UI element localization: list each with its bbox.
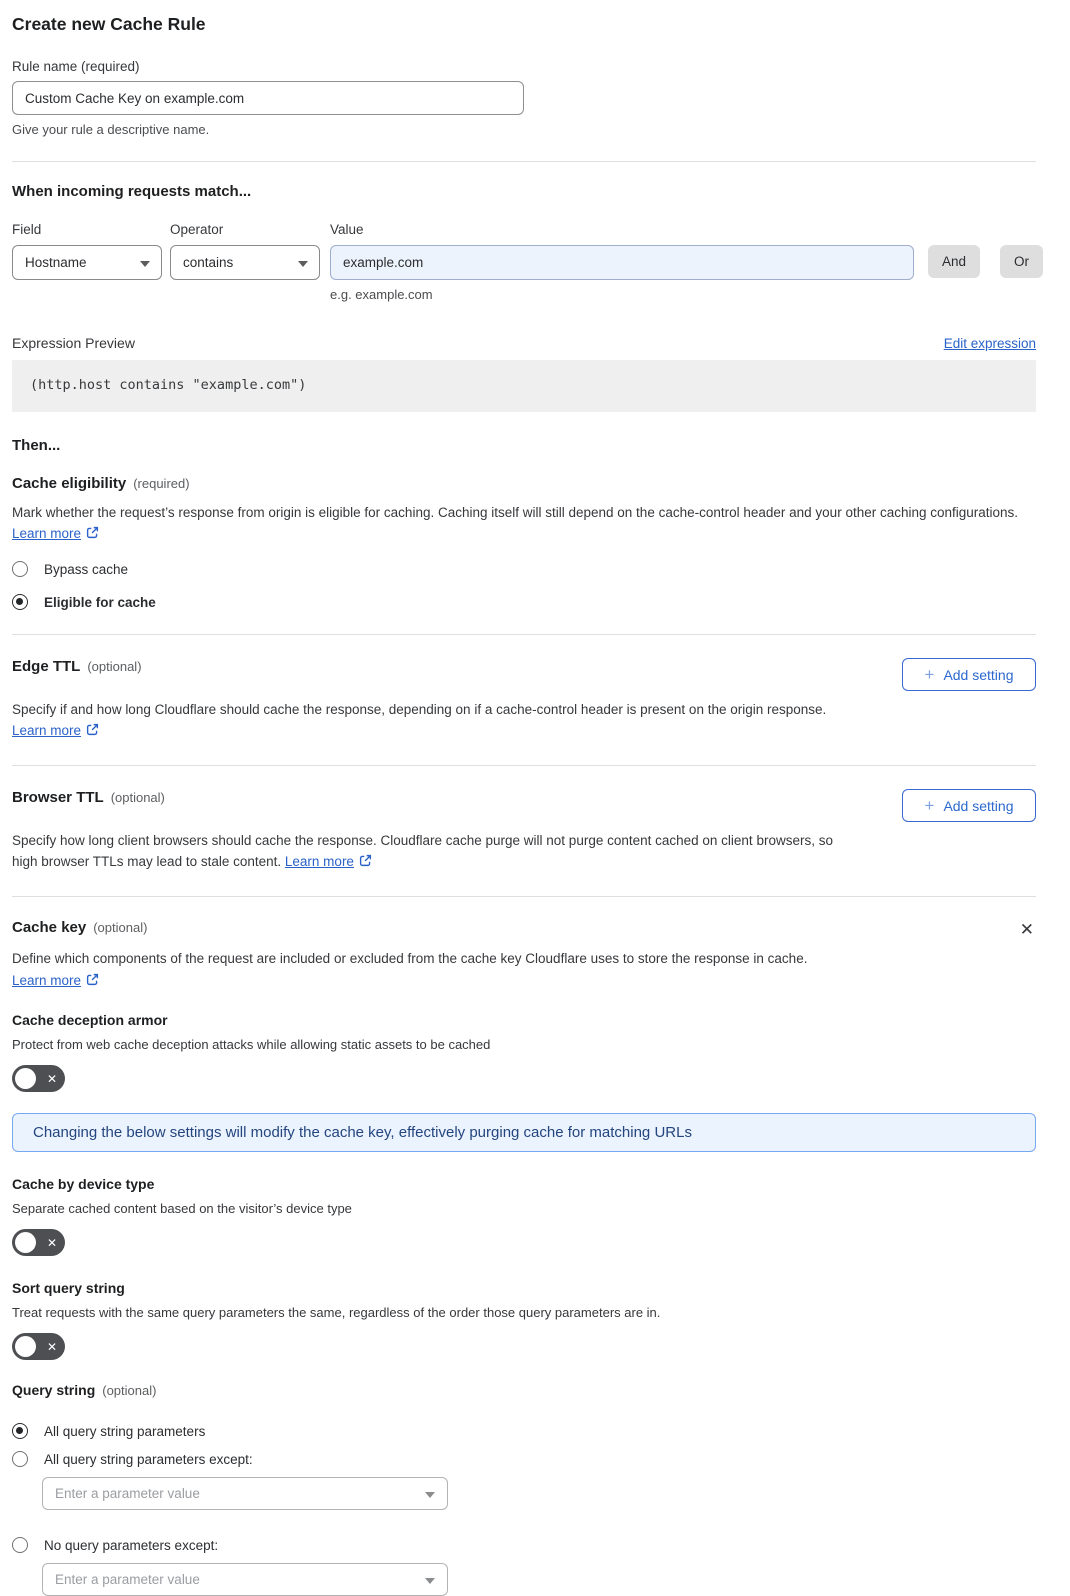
add-setting-label: Add setting: [943, 797, 1014, 814]
external-link-icon: [86, 526, 99, 539]
and-button[interactable]: And: [928, 245, 980, 278]
cache-deception-armor-title: Cache deception armor: [12, 1012, 168, 1028]
no-query-parameter-combobox[interactable]: [42, 1563, 448, 1596]
query-string-title: Query string: [12, 1382, 96, 1398]
expression-code: (http.host contains "example.com"): [12, 360, 1036, 412]
edge-ttl-qualifier: (optional): [87, 659, 142, 674]
parameter-placeholder: Enter a parameter value: [55, 1572, 200, 1587]
divider: [12, 634, 1036, 635]
radio-unselected-icon: [12, 1537, 28, 1553]
chevron-down-icon: [298, 261, 308, 267]
close-icon[interactable]: ✕: [1019, 920, 1034, 939]
value-label: Value: [330, 222, 364, 237]
cache-key-qualifier: (optional): [93, 920, 148, 935]
cache-by-device-type-description: Separate cached content based on the visitor’s device type: [12, 1201, 352, 1216]
toggle-knob: [15, 1068, 36, 1089]
learn-more-link[interactable]: Learn more: [12, 723, 82, 738]
cache-key-warning-banner: [12, 1113, 1036, 1152]
browser-ttl-qualifier: (optional): [110, 790, 165, 805]
query-string-header: [12, 1382, 1036, 1398]
radio-selected-icon: [12, 594, 28, 610]
toggle-off-x-icon: ✕: [46, 1235, 57, 1250]
chevron-down-icon: [140, 261, 150, 267]
cache-eligibility-title: Cache eligibility: [12, 475, 127, 492]
value-input[interactable]: [330, 245, 914, 280]
rule-name-label: Rule name (required): [12, 59, 140, 74]
operator-column: [170, 222, 320, 280]
cache-deception-armor-description: Protect from web cache deception attacks while allowing static assets to be cached: [12, 1037, 491, 1052]
all-query-string-parameters-except-option[interactable]: [12, 1451, 1036, 1467]
chevron-down-icon: [425, 1492, 435, 1498]
radio-selected-icon: [12, 1423, 28, 1439]
toggle-knob: [15, 1336, 36, 1357]
cache-key-description: Define which components of the request are included or excluded from the cache key Cloudflare uses to store the response in cache.: [12, 951, 808, 966]
all-query-string-parameters-label: All query string parameters: [44, 1423, 206, 1439]
learn-more-link[interactable]: Learn more: [284, 854, 354, 869]
field-column: [12, 222, 162, 280]
query-string-qualifier: (optional): [102, 1383, 157, 1398]
then-heading: Then...: [12, 437, 61, 454]
radio-unselected-icon: [12, 561, 28, 577]
plus-icon: +: [924, 796, 935, 815]
cache-eligibility-qualifier: (required): [133, 476, 190, 491]
expression-preview-section: [12, 335, 1036, 412]
no-query-parameters-except-option[interactable]: [12, 1537, 1036, 1553]
sort-query-string-title: Sort query string: [12, 1280, 125, 1296]
field-select[interactable]: [12, 245, 162, 280]
edit-expression-link[interactable]: Edit expression: [943, 336, 1036, 351]
learn-more-link[interactable]: Learn more: [12, 973, 82, 988]
match-heading: When incoming requests match...: [12, 183, 252, 200]
field-selected-value: Hostname: [25, 255, 87, 270]
field-label: Field: [12, 222, 42, 237]
cache-eligibility-section: [12, 475, 1036, 610]
browser-ttl-section: [12, 789, 1036, 872]
cache-eligibility-description: Mark whether the request’s response from origin is eligible for caching. Caching itself will still depend on the cache-control header and your other caching configurations. Learn more: [12, 505, 1019, 541]
bypass-cache-label: Bypass cache: [44, 561, 129, 577]
rule-name-help: Give your rule a descriptive name.: [12, 122, 210, 137]
page-title: Create new Cache Rule: [12, 14, 206, 34]
operator-selected-value: contains: [183, 255, 234, 270]
cache-key-learn-more-row: [12, 973, 1036, 988]
operator-label: Operator: [170, 222, 224, 237]
radio-unselected-icon: [12, 1451, 28, 1467]
cache-by-device-type-toggle[interactable]: [12, 1229, 65, 1256]
add-setting-label: Add setting: [943, 666, 1014, 683]
divider: [12, 765, 1036, 766]
or-button[interactable]: Or: [1000, 245, 1043, 278]
eligible-for-cache-option[interactable]: [12, 594, 1036, 610]
external-link-icon: [86, 973, 99, 986]
all-query-string-parameters-option[interactable]: [12, 1423, 1036, 1439]
browser-ttl-title: Browser TTL: [12, 789, 104, 806]
browser-ttl-add-setting-button[interactable]: [902, 789, 1036, 822]
cache-key-section: [12, 919, 1036, 1596]
divider: [12, 161, 1036, 162]
no-query-parameters-except-label: No query parameters except:: [44, 1537, 219, 1553]
eligible-for-cache-label: Eligible for cache: [44, 594, 156, 610]
parameter-placeholder: Enter a parameter value: [55, 1486, 200, 1501]
plus-icon: +: [924, 665, 935, 684]
edge-ttl-description: Specify if and how long Cloudflare should cache the response, depending on if a cache-control header is present on the origin response. Learn more: [12, 702, 827, 738]
sort-query-string-toggle[interactable]: [12, 1333, 65, 1360]
banner-text: Changing the below settings will modify the cache key, effectively purging cache for matching URLs: [33, 1124, 692, 1141]
toggle-knob: [15, 1232, 36, 1253]
value-hint: e.g. example.com: [330, 287, 433, 302]
expression-preview-label: Expression Preview: [12, 335, 135, 351]
learn-more-link[interactable]: Learn more: [12, 526, 82, 541]
cache-key-title: Cache key: [12, 919, 87, 936]
chevron-down-icon: [425, 1578, 435, 1584]
cache-by-device-type-title: Cache by device type: [12, 1176, 155, 1192]
external-link-icon: [86, 723, 99, 736]
edge-ttl-add-setting-button[interactable]: [902, 658, 1036, 691]
cache-deception-armor-toggle[interactable]: [12, 1065, 65, 1092]
except-parameter-combobox[interactable]: [42, 1477, 448, 1510]
external-link-icon: [359, 854, 372, 867]
rule-name-section: [12, 59, 1036, 137]
toggle-off-x-icon: ✕: [46, 1071, 57, 1086]
bypass-cache-option[interactable]: [12, 561, 1036, 577]
edge-ttl-title: Edge TTL: [12, 658, 81, 675]
all-query-string-parameters-except-label: All query string parameters except:: [44, 1451, 253, 1467]
match-section: [12, 183, 1036, 302]
browser-ttl-description: Specify how long client browsers should cache the response. Cloudflare cache purge will not purge content cached on client browsers, so high browser TTLs may lead to stale content. Learn more: [12, 833, 833, 869]
rule-name-input[interactable]: [12, 81, 524, 115]
value-column: [330, 222, 914, 302]
operator-select[interactable]: [170, 245, 320, 280]
sort-query-string-description: Treat requests with the same query parameters the same, regardless of the order those query parameters are in.: [12, 1305, 661, 1320]
toggle-off-x-icon: ✕: [46, 1339, 57, 1354]
divider: [12, 896, 1036, 897]
edge-ttl-section: [12, 658, 1036, 741]
